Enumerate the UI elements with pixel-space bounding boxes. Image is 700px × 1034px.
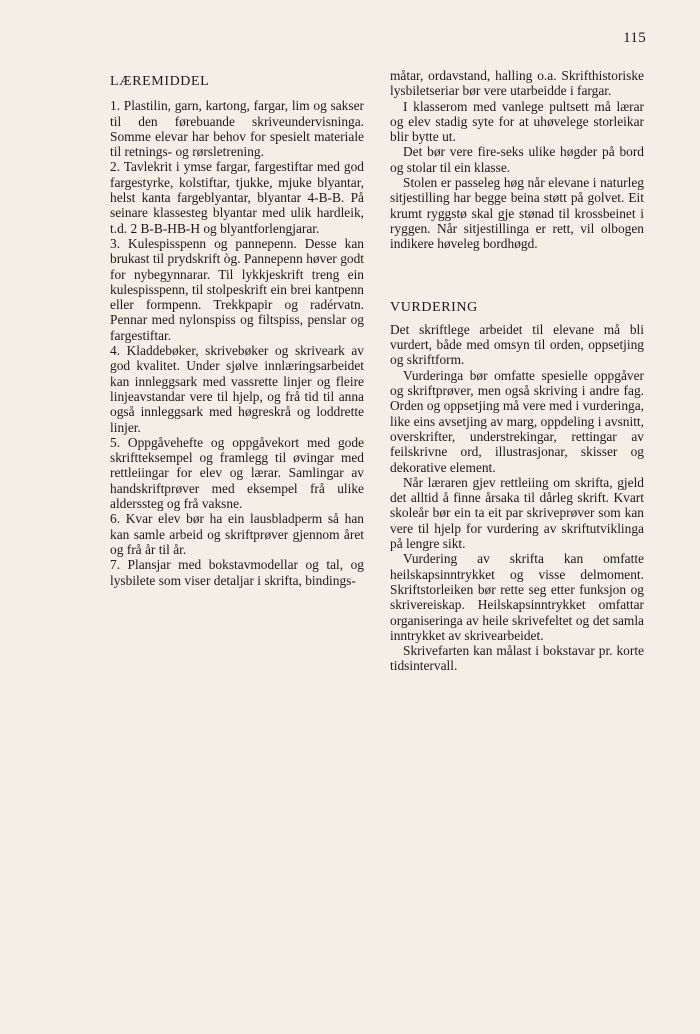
continuation-paragraph: Stolen er passeleg høg når elevane i naturleg sitjestilling har begge beina støtt på golvet. Eit krumt ryggstø skal gje stønad til krossbeinet i ryggen. Når sitjestillinga er rett, vil olbogen indikere høveleg bordhøgd. bbox=[390, 175, 644, 252]
section-heading-laeremiddel: LÆREMIDDEL bbox=[110, 74, 210, 89]
right-column bbox=[390, 68, 644, 674]
continuation-paragraph: måtar, ordavstand, halling o.a. Skrifthistoriske lysbiletseriar bør vere utarbeidde i fargar. bbox=[390, 68, 644, 99]
list-item: 3. Kulespisspenn og pannepenn. Desse kan brukast til prydskrift òg. Pannepenn høver godt for nybegynnarar. Til lykkjeskrift treng ein kulespisspenn, til stolpeskrift ein brei kantpenn eller formpenn. Trekkpapir og radérvatn. Pennar med nylonspiss og filtspiss, penslar og fargestiftar. bbox=[110, 235, 364, 343]
section-spacer bbox=[390, 252, 644, 293]
continuation-paragraph: I klasserom med vanlege pultsett må lærar og elev stadig syte for at uhøvelege storleikar blir bytte ut. bbox=[390, 98, 644, 145]
list-item: 6. Kvar elev bør ha ein lausbladperm så han kan samle arbeid og skriftprøver gjennom året og frå år til år. bbox=[110, 511, 364, 557]
body-paragraph: Det skriftlege arbeidet til elevane må bli vurdert, både med omsyn til orden, oppsetjing og skriftform. bbox=[390, 321, 644, 368]
body-paragraph: Vurdering av skrifta kan omfatte heilskapsinntrykket og visse delmoment. Skriftstorleiken bør rette seg etter funksjon og skrivereiskap. Heilskapsinntrykket omfattar organiseringa av heile skrivefeltet og det samla inntrykket av skrivearbeidet. bbox=[390, 551, 644, 643]
list-item: 4. Kladdebøker, skrivebøker og skriveark av god kvalitet. Under sjølve innlæringsarbeidet kan innleggsark med vassrette linjer og fleire linjeavstandar vere til hjelp, og frå tid til anna også innleggsark med høgreskrå og loddrette linjer. bbox=[110, 343, 364, 435]
section-heading-vurdering: VURDERING bbox=[390, 299, 478, 315]
list-item: 1. Plastilin, garn, kartong, fargar, lim og sakser til den førebuande skriveundervisninga. Somme elevar har behov for spesielt materiale til retnings- og rørsletrening. bbox=[110, 98, 364, 160]
left-column bbox=[110, 66, 364, 588]
list-item: 7. Plansjar med bokstavmodellar og tal, og lysbilete som viser detaljar i skrifta, bindings- bbox=[110, 557, 364, 588]
body-paragraph: Når læraren gjev rettleiing om skrifta, gjeld det alltid å finne årsaka til dårleg skrift. Kvart skoleår bør ein ta eit par skriveprøver som kan vere til hjelp for vurdering av skriftutviklinga på lengre sikt. bbox=[390, 474, 644, 552]
continuation-paragraph: Det bør vere fire-seks ulike høgder på bord og stolar til ein klasse. bbox=[390, 144, 644, 175]
list-item: 5. Oppgåvehefte og oppgåvekort med gode skriftteksempel og framlegg til øvingar med rettleiingar for elev og lærar. Samlingar av handskriftprøver med eksempel frå ulike alderssteg og frå vaksne. bbox=[110, 434, 364, 512]
body-paragraph: Vurderinga bør omfatte spesielle oppgåver og skriftprøver, men også skriving i andre fag. Orden og oppsetjing må vere med i vurderinga, like eins avsetjing av marg, oppdeling i avsnitt, overskrifter, understrekingar, rettingar av feilskrivne ord, illustrasjonar, skisser og dekorative element. bbox=[390, 367, 644, 475]
list-item: 2. Tavlekrit i ymse fargar, fargestiftar med god fargestyrke, kolstiftar, tjukke, mjuke blyantar, helst kanta fargeblyantar, blyantar 4-B-B. På seinare klassesteg blyantar med ulik hardleik, t.d. 2 B-B-HB-H og blyantforlengjarar. bbox=[110, 159, 364, 236]
page-number: 115 bbox=[623, 30, 646, 46]
body-paragraph: Skrivefarten kan målast i bokstavar pr. korte tidsintervall. bbox=[390, 643, 644, 674]
